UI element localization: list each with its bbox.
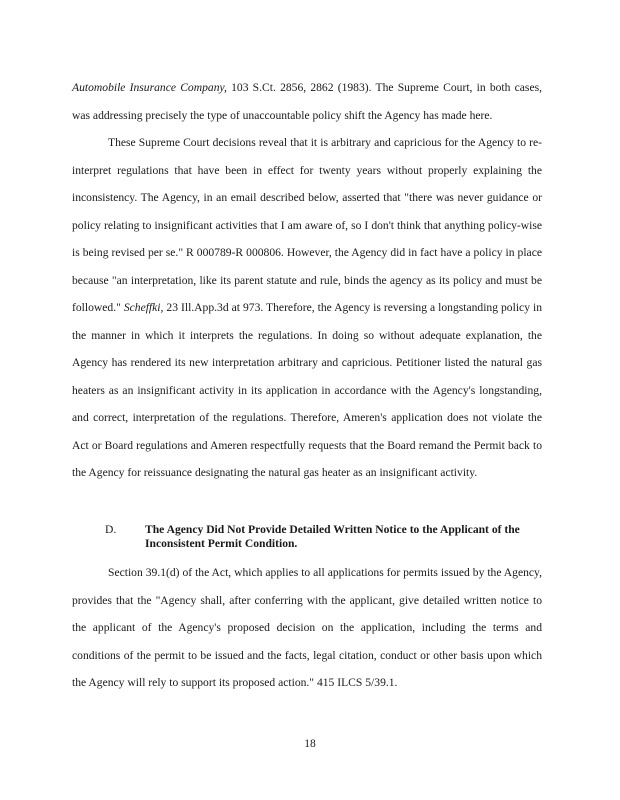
- page-number: 18: [304, 737, 316, 750]
- section-paragraph: Section 39.1(d) of the Act, which applies to all applications for permits issued by the Agency, provides that the "Agency shall, after conferring with the applicant, give detailed written notice to the applicant of the Agency's proposed decision on the application, including the terms and conditions of the permit to be issued and the facts, legal citation, conduct or other basis upon which the Agency will rely to support its proposed action." 415 ILCS 5/39.1.: [72, 566, 542, 689]
- paragraph-1: [72, 74, 542, 129]
- paragraph-2-text-a: These Supreme Court decisions reveal that it is arbitrary and capricious for the Agency to re-interpret regulations that have been in effect for twenty years without properly explaining the inconsistency. The Agency, in an email described below, asserted that "there was never guidance or policy relating to insignificant activities that I am aware of, so I don't think that anything policy-wise is being revised per se." R 000789-R 000806. However, the Agency did in fact have a policy in place because "an interpretation, like its parent statute and rule, binds the agency as its policy and must be followed.": [72, 136, 542, 314]
- case-citation-automobile: Automobile Insurance Company,: [72, 81, 227, 94]
- paragraph-2-text-b: 23 Ill.App.3d at 973. Therefore, the Agency is reversing a longstanding policy in the manner in which it interprets the regulations. In doing so without adequate explanation, the Agency has rendered its new interpretation arbitrary and capricious. Petitioner listed the natural gas heaters as an insignificant activity in its application in accordance with the Agency's longstanding, and correct, interpretation of the regulations. Therefore, Ameren's application does not violate the Act or Board regulations and Ameren respectfully requests that the Board remand the Permit back to the Agency for reissuance designating the natural gas heater as an insignificant activity.: [72, 301, 542, 479]
- paragraph-2: [72, 129, 542, 487]
- body-text: [72, 74, 542, 487]
- case-citation-scheffki: Scheffki,: [123, 301, 164, 314]
- section-heading: [105, 523, 545, 551]
- section-letter: D.: [105, 523, 117, 536]
- section-title: The Agency Did Not Provide Detailed Written Notice to the Applicant of the Inconsistent Permit Condition.: [145, 523, 520, 550]
- paragraph-1-text: 103 S.Ct. 2856, 2862 (1983). The Supreme Court, in both cases, was addressing precisely the type of unaccountable policy shift the Agency has made here.: [72, 81, 542, 122]
